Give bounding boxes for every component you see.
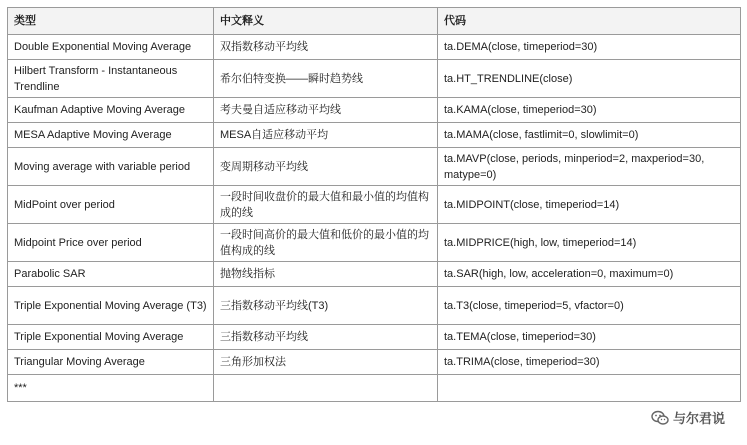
cell-type: Kaufman Adaptive Moving Average: [8, 98, 214, 123]
table-row: [8, 148, 741, 186]
cell-code: ta.HT_TRENDLINE(close): [438, 60, 741, 98]
table-row: [8, 123, 741, 148]
table-row: [8, 35, 741, 60]
cell-type: MidPoint over period: [8, 186, 214, 224]
cell-code: ta.MIDPRICE(high, low, timeperiod=14): [438, 224, 741, 262]
cell-code: ta.TEMA(close, timeperiod=30): [438, 325, 741, 350]
cell-type: ***: [8, 375, 214, 402]
cell-code: ta.SAR(high, low, acceleration=0, maximum=0): [438, 262, 741, 287]
cell-chinese: 抛物线指标: [214, 262, 438, 287]
cell-chinese: 考夫曼自适应移动平均线: [214, 98, 438, 123]
table-row: [8, 98, 741, 123]
header-type: 类型: [8, 8, 214, 35]
cell-type: MESA Adaptive Moving Average: [8, 123, 214, 148]
cell-type: Triangular Moving Average: [8, 350, 214, 375]
watermark-text: 与尔君说: [672, 411, 725, 426]
cell-chinese: [214, 375, 438, 402]
cell-code: ta.TRIMA(close, timeperiod=30): [438, 350, 741, 375]
cell-code: ta.MAVP(close, periods, minperiod=2, maxperiod=30, matype=0): [438, 148, 741, 186]
cell-chinese: 三指数移动平均线(T3): [214, 287, 438, 325]
wechat-icon: [651, 410, 669, 426]
header-chinese-meaning: 中文释义: [214, 8, 438, 35]
table-row: [8, 262, 741, 287]
table-row: [8, 375, 741, 402]
cell-type: Double Exponential Moving Average: [8, 35, 214, 60]
watermark: [651, 408, 725, 427]
header-code: 代码: [438, 8, 741, 35]
cell-type: Parabolic SAR: [8, 262, 214, 287]
cell-chinese: 变周期移动平均线: [214, 148, 438, 186]
table-row: [8, 350, 741, 375]
cell-chinese: 双指数移动平均线: [214, 35, 438, 60]
cell-type: Moving average with variable period: [8, 148, 214, 186]
cell-chinese: 三角形加权法: [214, 350, 438, 375]
cell-code: ta.MAMA(close, fastlimit=0, slowlimit=0): [438, 123, 741, 148]
cell-code: ta.KAMA(close, timeperiod=30): [438, 98, 741, 123]
cell-type: Triple Exponential Moving Average: [8, 325, 214, 350]
cell-code: ta.MIDPOINT(close, timeperiod=14): [438, 186, 741, 224]
table-row: [8, 325, 741, 350]
table-row: [8, 224, 741, 262]
cell-type: Triple Exponential Moving Average (T3): [8, 287, 214, 325]
cell-chinese: 一段时间高价的最大值和低价的最小值的均值构成的线: [214, 224, 438, 262]
indicator-table-container: [7, 7, 740, 402]
cell-code: [438, 375, 741, 402]
table-row: [8, 186, 741, 224]
cell-code: ta.DEMA(close, timeperiod=30): [438, 35, 741, 60]
cell-chinese: MESA自适应移动平均: [214, 123, 438, 148]
indicator-table: [7, 7, 741, 402]
table-header-row: [8, 8, 741, 35]
cell-chinese: 一段时间收盘价的最大值和最小值的均值构成的线: [214, 186, 438, 224]
table-row: [8, 60, 741, 98]
table-row: [8, 287, 741, 325]
cell-type: Hilbert Transform - Instantaneous Trendline: [8, 60, 214, 98]
cell-chinese: 希尔伯特变换——瞬时趋势线: [214, 60, 438, 98]
cell-chinese: 三指数移动平均线: [214, 325, 438, 350]
cell-type: Midpoint Price over period: [8, 224, 214, 262]
cell-code: ta.T3(close, timeperiod=5, vfactor=0): [438, 287, 741, 325]
